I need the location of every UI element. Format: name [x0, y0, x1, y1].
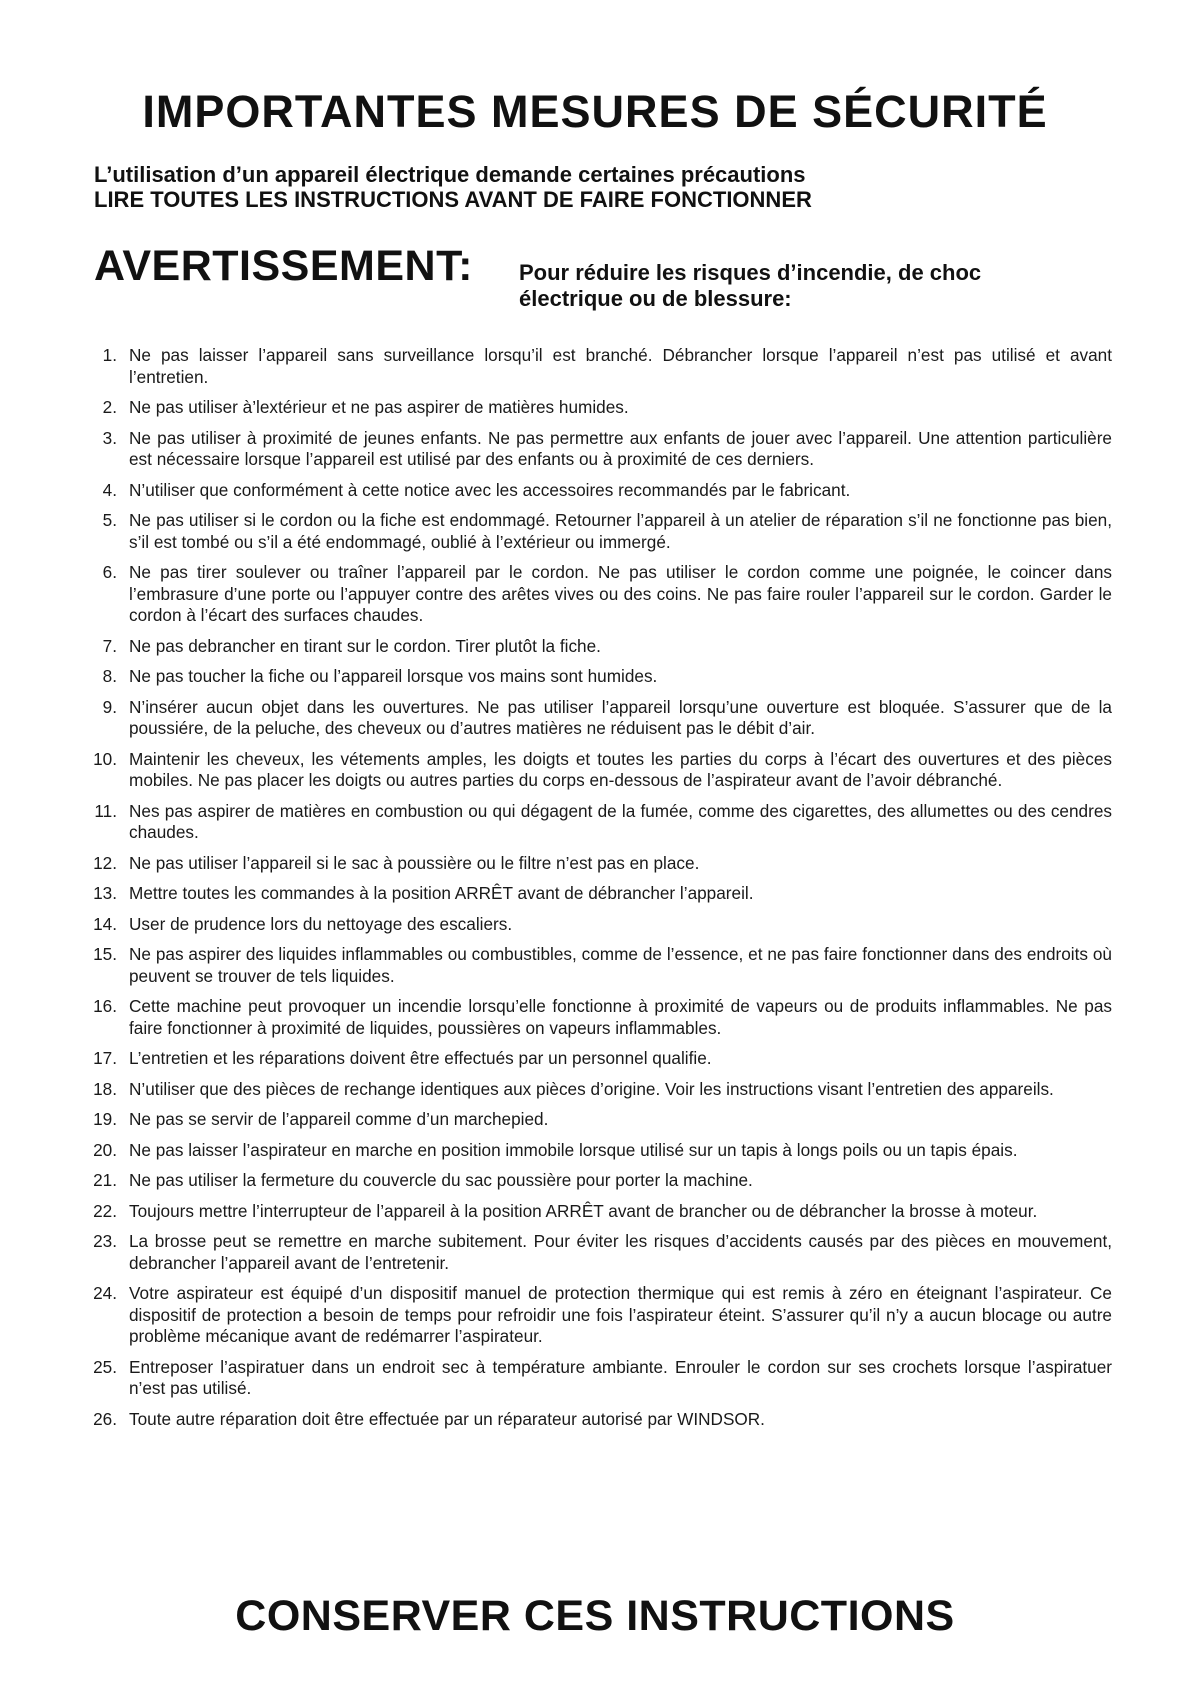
item-number: 4. [102, 479, 117, 500]
item-number: 25. [93, 1356, 117, 1377]
list-item [80, 1140, 1112, 1162]
item-text: Ne pas utiliser si le cordon ou la fiche est endommagé. Retourner l’appareil à un atelier de réparation s’il ne fonctionne pas bien, s’il est tombé ou s’il a été endommagé, oublié à l’extérieur ou immergé. [129, 510, 1112, 552]
item-number: 16. [93, 996, 117, 1016]
list-item [80, 996, 1112, 1039]
item-number: 23. [93, 1231, 117, 1251]
item-text: Entreposer l’aspiratuer dans un endroit sec à température ambiante. Enrouler le cordon sur ses crochets lorsque l’aspiratuer n’est pas utilisé. [129, 1356, 1112, 1398]
item-text: User de prudence lors du nettoyage des escaliers. [129, 913, 513, 934]
list-item [80, 1170, 1112, 1192]
item-number: 19. [93, 1109, 117, 1129]
item-number: 1. [102, 345, 117, 365]
item-number: 26. [93, 1408, 117, 1429]
item-number: 7. [102, 635, 117, 656]
item-number: 15. [93, 944, 117, 964]
item-text: Ne pas laisser l’appareil sans surveillance lorsqu’il est branché. Débrancher lorsque l’appareil n’est pas utilisé et avant l’entretien. [129, 345, 1112, 387]
list-item [80, 697, 1112, 740]
item-text: Maintenir les cheveux, les vétements amples, les doigts et toutes les parties du corps à l’écart des ouvertures et des pièces mobiles. Ne pas placer les doigts ou autres parties du corps en-dessous de l’aspirateur avant de l’avoir débranché. [129, 748, 1112, 790]
item-number: 22. [93, 1200, 117, 1221]
warning-block [94, 242, 1114, 322]
warning-text [519, 260, 981, 312]
list-item [80, 944, 1112, 987]
list-item [80, 1283, 1112, 1348]
item-text: Toujours mettre l’interrupteur de l’appareil à la position ARRÊT avant de brancher ou de débrancher la brosse à moteur. [129, 1200, 1038, 1221]
list-item [80, 480, 1112, 502]
list-item [80, 1048, 1112, 1070]
intro-block [94, 162, 812, 212]
item-number: 3. [102, 427, 117, 448]
list-item [80, 1231, 1112, 1274]
item-text: L’entretien et les réparations doivent être effectués par un personnel qualifie. [129, 1048, 712, 1068]
list-item [80, 1357, 1112, 1400]
item-text: Nes pas aspirer de matières en combustion ou qui dégagent de la fumée, comme des cigarettes, des allumettes ou des cendres chaudes. [129, 800, 1112, 842]
item-number: 8. [102, 666, 117, 686]
list-item [80, 853, 1112, 875]
page-title: IMPORTANTES MESURES DE SÉCURITÉ [142, 86, 1048, 137]
item-text: Ne pas toucher la fiche ou l’appareil lorsque vos mains sont humides. [129, 666, 658, 686]
item-text: Ne pas utiliser à’lextérieur et ne pas aspirer de matières humides. [129, 397, 629, 417]
warning-line-1: Pour réduire les risques d’incendie, de choc [519, 260, 982, 285]
list-item [80, 428, 1112, 471]
item-number: 2. [102, 397, 117, 417]
footer-title: CONSERVER CES INSTRUCTIONS [235, 1592, 955, 1640]
item-text: Ne pas utiliser la fermeture du couvercle du sac poussière pour porter la machine. [129, 1170, 753, 1190]
item-number: 20. [93, 1139, 117, 1160]
item-text: Cette machine peut provoquer un incendie lorsqu’elle fonctionne à proximité de vapeurs ou de produits inflammables. Ne pas faire fonctionner à proximité de liquides, poussières on vapeurs inflammables. [129, 996, 1112, 1038]
warning-label: AVERTISSEMENT: [94, 242, 473, 290]
item-number: 13. [93, 883, 117, 903]
list-item [80, 636, 1112, 658]
item-text: Ne pas aspirer des liquides inflammables ou combustibles, comme de l’essence, et ne pas faire fonctionner dans des endroits où peuvent se trouver de tels liquides. [129, 944, 1112, 986]
item-text: Ne pas tirer soulever ou traîner l’appareil par le cordon. Ne pas utiliser le cordon comme une poignée, le coincer dans l’embrasure d’une porte ou l’appuyer contre des arêtes vives ou des coins. Ne pas faire rouler l’appareil sur le cordon. Garder le cordon à l’écart des surfaces chaudes. [129, 562, 1112, 625]
item-number: 18. [93, 1078, 117, 1099]
item-text: Votre aspirateur est équipé d’un dispositif manuel de protection thermique qui est remis à zéro en éteignant l’aspirateur. Ce dispositif de protection a besoin de temps pour refroidir une fois l’aspirateur éteint. S’assurer qu’il n’y a aucun blocage ou autre problème mécanique avant de redémarrer l’aspirateur. [129, 1283, 1112, 1346]
item-number: 11. [94, 800, 117, 821]
item-text: La brosse peut se remettre en marche subitement. Pour éviter les risques d’accidents causés par des pièces en mouvement, debrancher l’appareil avant de l’entretenir. [129, 1231, 1112, 1273]
item-number: 17. [93, 1048, 117, 1068]
list-item [80, 1201, 1112, 1223]
item-number: 21. [93, 1170, 117, 1190]
list-item [80, 749, 1112, 792]
list-item [80, 562, 1112, 627]
item-number: 12. [93, 852, 117, 873]
list-item [80, 345, 1112, 388]
item-text: Ne pas se servir de l’appareil comme d’un marchepied. [129, 1109, 549, 1129]
list-item [80, 510, 1112, 553]
item-text: N’insérer aucun objet dans les ouvertures. Ne pas utiliser l’appareil lorsqu’une ouverture est bloquée. S’assurer que de la poussiére, de la peluche, des cheveux ou d’autres matières ne réduisent pas le débit d’air. [129, 696, 1112, 738]
item-number: 5. [102, 510, 117, 530]
warning-line-2: électrique ou de blessure: [519, 286, 792, 311]
item-text: Ne pas utiliser à proximité de jeunes enfants. Ne pas permettre aux enfants de jouer avec l’appareil. Une attention particulière est nécessaire lorsque l’appareil est utilisé par des enfants ou à proximité de ces derniers. [129, 427, 1112, 469]
item-number: 9. [102, 696, 117, 717]
item-number: 10. [93, 748, 117, 769]
item-number: 24. [93, 1283, 117, 1303]
item-text: Mettre toutes les commandes à la position ARRÊT avant de débrancher l’appareil. [129, 883, 754, 903]
item-text: N’utiliser que des pièces de rechange identiques aux pièces d’origine. Voir les instructions visant l’entretien des appareils. [129, 1078, 1054, 1099]
intro-line-2: LIRE TOUTES LES INSTRUCTIONS AVANT DE FAIRE FONCTIONNER [94, 187, 812, 212]
safety-instructions-list [80, 345, 1112, 1439]
item-text: Ne pas utiliser l’appareil si le sac à poussière ou le filtre n’est pas en place. [129, 852, 700, 873]
list-item [80, 914, 1112, 936]
list-item [80, 1409, 1112, 1431]
list-item [80, 801, 1112, 844]
list-item [80, 666, 1112, 688]
intro-line-1: L’utilisation d’un appareil électrique demande certaines précautions [94, 162, 806, 187]
item-text: Toute autre réparation doit être effectuée par un réparateur autorisé par WINDSOR. [129, 1408, 765, 1429]
item-text: Ne pas laisser l’aspirateur en marche en position immobile lorsque utilisé sur un tapis à longs poils ou un tapis épais. [129, 1139, 1018, 1160]
list-item [80, 1079, 1112, 1101]
item-number: 14. [93, 913, 117, 934]
item-number: 6. [102, 562, 117, 582]
list-item [80, 397, 1112, 419]
item-text: Ne pas debrancher en tirant sur le cordon. Tirer plutôt la fiche. [129, 635, 601, 656]
list-item [80, 883, 1112, 905]
list-item [80, 1109, 1112, 1131]
item-text: N’utiliser que conformément à cette notice avec les accessoires recommandés par le fabricant. [129, 479, 851, 500]
